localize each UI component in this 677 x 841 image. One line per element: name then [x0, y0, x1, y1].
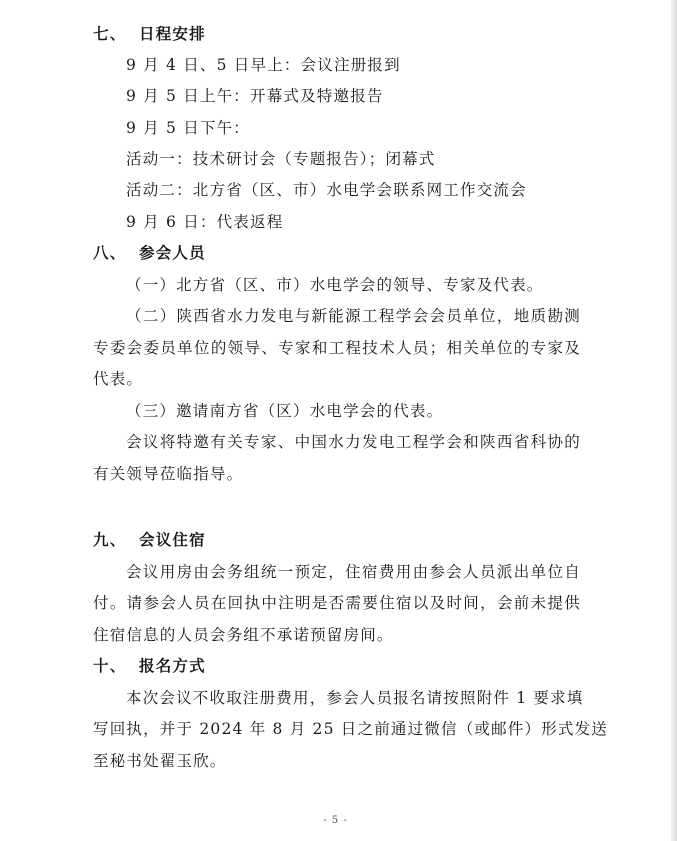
section-10-number: 十、	[93, 657, 127, 675]
section-9-heading	[93, 530, 206, 550]
schedule-line-2: 9 月 5 日上午：开幕式及特邀报告	[126, 87, 384, 105]
attendee-note-line-1: 会议将特邀有关专家、中国水力发电工程学会和陕西省科协的	[126, 433, 581, 451]
section-8-number: 八、	[93, 244, 127, 262]
lodging-line-1: 会议用房由会务组统一预定，住宿费用由参会人员派出单位自	[126, 563, 581, 581]
section-7-number: 七、	[93, 25, 127, 43]
section-10-title: 报名方式	[139, 657, 206, 675]
registration-line-2: 写回执，并于 2024 年 8 月 25 日之前通过微信（或邮件）形式发送	[93, 720, 608, 738]
attendee-item-2-line-1: （二）陕西省水力发电与新能源工程学会会员单位，地质勘测	[126, 307, 581, 325]
page-edge-shadow	[671, 0, 677, 841]
attendee-item-2-line-3: 代表。	[93, 370, 144, 388]
section-8-title: 参会人员	[139, 244, 206, 262]
attendee-note-line-2: 有关领导莅临指导。	[93, 465, 244, 483]
lodging-line-2: 付。请参会人员在回执中注明是否需要住宿以及时间，会前未提供	[93, 594, 581, 612]
schedule-line-4: 活动一：技术研讨会（专题报告）；闭幕式	[126, 150, 436, 168]
section-10-heading	[93, 656, 206, 676]
attendee-item-2-line-2: 专委会委员单位的领导、专家和工程技术人员；相关单位的专家及	[93, 339, 581, 357]
attendee-item-1: （一）北方省（区、市）水电学会的领导、专家及代表。	[126, 276, 544, 294]
registration-line-3: 至秘书处翟玉欣。	[93, 752, 227, 770]
schedule-line-1: 9 月 4 日、5 日早上：会议注册报到	[126, 56, 401, 74]
section-9-number: 九、	[93, 531, 127, 549]
page-number: - 5 -	[323, 815, 348, 826]
schedule-line-5: 活动二：北方省（区、市）水电学会联系网工作交流会	[126, 181, 527, 199]
schedule-line-3: 9 月 5 日下午：	[126, 119, 251, 137]
section-7-heading	[93, 24, 206, 44]
section-9-title: 会议住宿	[139, 531, 206, 549]
section-8-heading	[93, 243, 206, 263]
section-7-title: 日程安排	[139, 25, 206, 43]
registration-line-1: 本次会议不收取注册费用，参会人员报名请按照附件 1 要求填	[126, 689, 584, 707]
attendee-item-3: （三）邀请南方省（区）水电学会的代表。	[126, 402, 444, 420]
schedule-line-6: 9 月 6 日：代表返程	[126, 213, 284, 231]
lodging-line-3: 住宿信息的人员会务组不承诺预留房间。	[93, 626, 394, 644]
